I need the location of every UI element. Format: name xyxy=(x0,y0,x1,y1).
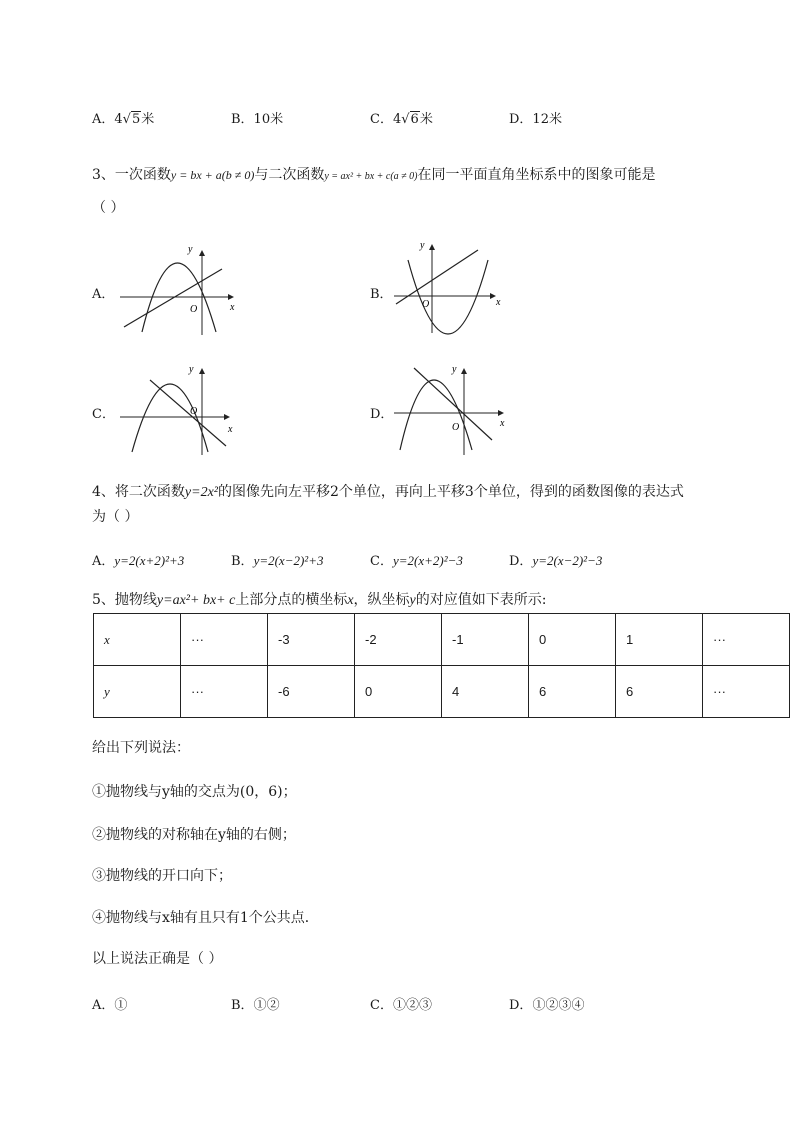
q4-option-a xyxy=(92,550,184,569)
graph-d-origin: O xyxy=(452,422,460,433)
table-cell: 0 xyxy=(529,614,616,666)
q5-statement-4: ④抛物线与x轴有且只有1个公共点． xyxy=(92,910,319,926)
graph-c-label: C． xyxy=(92,407,115,422)
q5-option-b xyxy=(231,994,280,1013)
graph-d-y-label: y xyxy=(452,364,457,375)
q2-option-c xyxy=(370,108,433,127)
graph-c-x-label: x xyxy=(228,424,233,435)
q3-answer-paren: （ ） xyxy=(92,200,125,216)
q3-quadratic-func: y = ax² + bx + c(a ≠ 0) xyxy=(324,171,418,182)
graph-a-line xyxy=(124,269,222,327)
graph-a-y-label: y xyxy=(188,244,193,255)
graph-b-origin: O xyxy=(422,299,430,310)
q4-option-b-expr: y=2(x−2)²+3 xyxy=(253,553,324,568)
graph-d-x-arrow xyxy=(498,410,504,416)
table-cell: ··· xyxy=(181,614,268,666)
q5-option-b-text: ①② xyxy=(253,998,280,1013)
graph-c-origin: O xyxy=(190,406,198,417)
q5-x: x xyxy=(347,593,354,608)
q5-mid: ，纵坐标 xyxy=(353,592,410,608)
q2-option-c-radicand: 6 xyxy=(410,112,419,127)
q2-option-a xyxy=(92,108,154,127)
graph-b-y-label: y xyxy=(420,240,425,251)
graph-b-label: B． xyxy=(370,287,393,302)
graph-b-x-label: x xyxy=(496,297,501,308)
q3-linear-func: y = bx + a(b ≠ 0) xyxy=(170,168,255,182)
table-cell: -6 xyxy=(268,666,355,718)
q4-option-b-label: B． xyxy=(231,554,254,569)
q5-option-c-text: ①②③ xyxy=(392,998,432,1013)
q5-y: y xyxy=(409,593,416,608)
q4-func: y=2x² xyxy=(184,485,218,500)
q5-end: 的对应值如下表所示: xyxy=(415,592,547,608)
q4-option-d xyxy=(509,550,602,569)
q5-option-d-label: D． xyxy=(509,998,533,1013)
q2-option-a-radicand: 5 xyxy=(131,112,141,127)
graph-b-y-arrow xyxy=(429,244,435,250)
graph-a-x-arrow xyxy=(228,294,234,300)
q5-value-table xyxy=(93,613,790,718)
table-cell: ··· xyxy=(703,614,790,666)
q3-middle: 与二次函数 xyxy=(254,167,325,183)
table-cell: -3 xyxy=(268,614,355,666)
q2-option-a-unit: 米 xyxy=(141,112,155,127)
q5-option-a-text: ① xyxy=(114,998,128,1013)
table-cell: 6 xyxy=(616,666,703,718)
graph-a-label: A． xyxy=(92,287,115,302)
q2-option-c-coef: 4 xyxy=(392,112,402,127)
q2-option-a-label: A． xyxy=(92,112,115,127)
table-cell: -1 xyxy=(442,614,529,666)
q5-question: 以上说法正确是（ ） xyxy=(92,951,223,967)
graph-b-parabola xyxy=(408,260,488,334)
sqrt-sign: √ xyxy=(401,112,410,127)
graph-c-line xyxy=(150,380,226,446)
q5-option-d-text: ①②③④ xyxy=(532,998,585,1013)
q2-option-b: B．10米 xyxy=(231,112,284,127)
sqrt-sign: √ xyxy=(122,112,131,127)
graph-c-x-arrow xyxy=(224,414,230,420)
graph-d-parabola xyxy=(400,380,472,450)
graph-a-x-label: x xyxy=(230,302,235,313)
q5-func: y=ax²+ bx+ c xyxy=(156,593,236,608)
q5-prefix: 5、抛物线 xyxy=(92,592,157,608)
q4-option-c-label: C． xyxy=(370,554,393,569)
q5-option-c xyxy=(370,994,432,1013)
q2-option-c-unit: 米 xyxy=(419,112,433,127)
q5-statement-3: ③抛物线的开口向下； xyxy=(92,868,232,884)
q5-suffix: 上部分点的横坐标 xyxy=(235,592,348,608)
graph-a-origin: O xyxy=(190,304,198,315)
graph-c xyxy=(118,360,248,455)
q5-option-a xyxy=(92,994,127,1013)
q4-option-a-expr: y=2(x+2)²+3 xyxy=(114,553,185,568)
graph-a xyxy=(118,240,248,335)
q4-option-a-label: A． xyxy=(92,554,115,569)
q4-suffix: 的图像先向左平移2个单位，再向上平移3个单位，得到的函数图像的表达式 xyxy=(218,484,684,500)
table-row xyxy=(94,666,790,718)
graph-d-x-label: x xyxy=(500,418,505,429)
q4-option-b xyxy=(231,550,323,569)
q5-option-b-label: B． xyxy=(231,998,254,1013)
q5-statement-2: ②抛物线的对称轴在y轴的右侧； xyxy=(92,827,296,843)
table-cell: ··· xyxy=(703,666,790,718)
graph-d xyxy=(392,360,522,455)
graph-a-y-arrow xyxy=(199,250,205,256)
graph-d-y-arrow xyxy=(461,368,467,374)
table-cell: y xyxy=(94,666,181,718)
q5-option-c-label: C． xyxy=(370,998,393,1013)
q4-option-c-expr: y=2(x+2)²−3 xyxy=(392,553,463,568)
q4-option-c xyxy=(370,550,463,569)
table-cell: 4 xyxy=(442,666,529,718)
table-cell: x xyxy=(94,614,181,666)
q4-stem-line2: 为（ ） xyxy=(92,509,139,525)
table-row xyxy=(94,614,790,666)
q4-option-d-expr: y=2(x−2)²−3 xyxy=(532,553,603,568)
graph-c-y-arrow xyxy=(199,368,205,374)
table-cell: ··· xyxy=(181,666,268,718)
graph-d-label: D． xyxy=(370,407,394,422)
q5-intro: 给出下列说法： xyxy=(92,740,190,756)
q3-prefix: 3、一次函数 xyxy=(92,167,171,183)
q5-statement-1: ①抛物线与y轴的交点为(0，6)； xyxy=(92,784,297,800)
graph-c-y-label: y xyxy=(189,364,194,375)
q2-option-d: D．12米 xyxy=(509,112,562,127)
q3-suffix: 在同一平面直角坐标系中的图象可能是 xyxy=(417,167,656,183)
table-cell: 0 xyxy=(355,666,442,718)
table-cell: -2 xyxy=(355,614,442,666)
q4-option-d-label: D． xyxy=(509,554,533,569)
q4-stem-line1 xyxy=(92,482,684,503)
q2-option-c-label: C． xyxy=(370,112,393,127)
graph-b xyxy=(392,238,522,333)
q2-option-a-coef: 4 xyxy=(114,112,123,127)
graph-c-parabola xyxy=(132,384,208,452)
q5-option-d xyxy=(509,994,584,1013)
table-cell: 1 xyxy=(616,614,703,666)
q3-stem xyxy=(92,165,656,187)
q4-prefix: 4、将二次函数 xyxy=(92,484,185,500)
table-cell: 6 xyxy=(529,666,616,718)
q5-stem xyxy=(92,590,546,611)
q5-option-a-label: A． xyxy=(92,998,115,1013)
